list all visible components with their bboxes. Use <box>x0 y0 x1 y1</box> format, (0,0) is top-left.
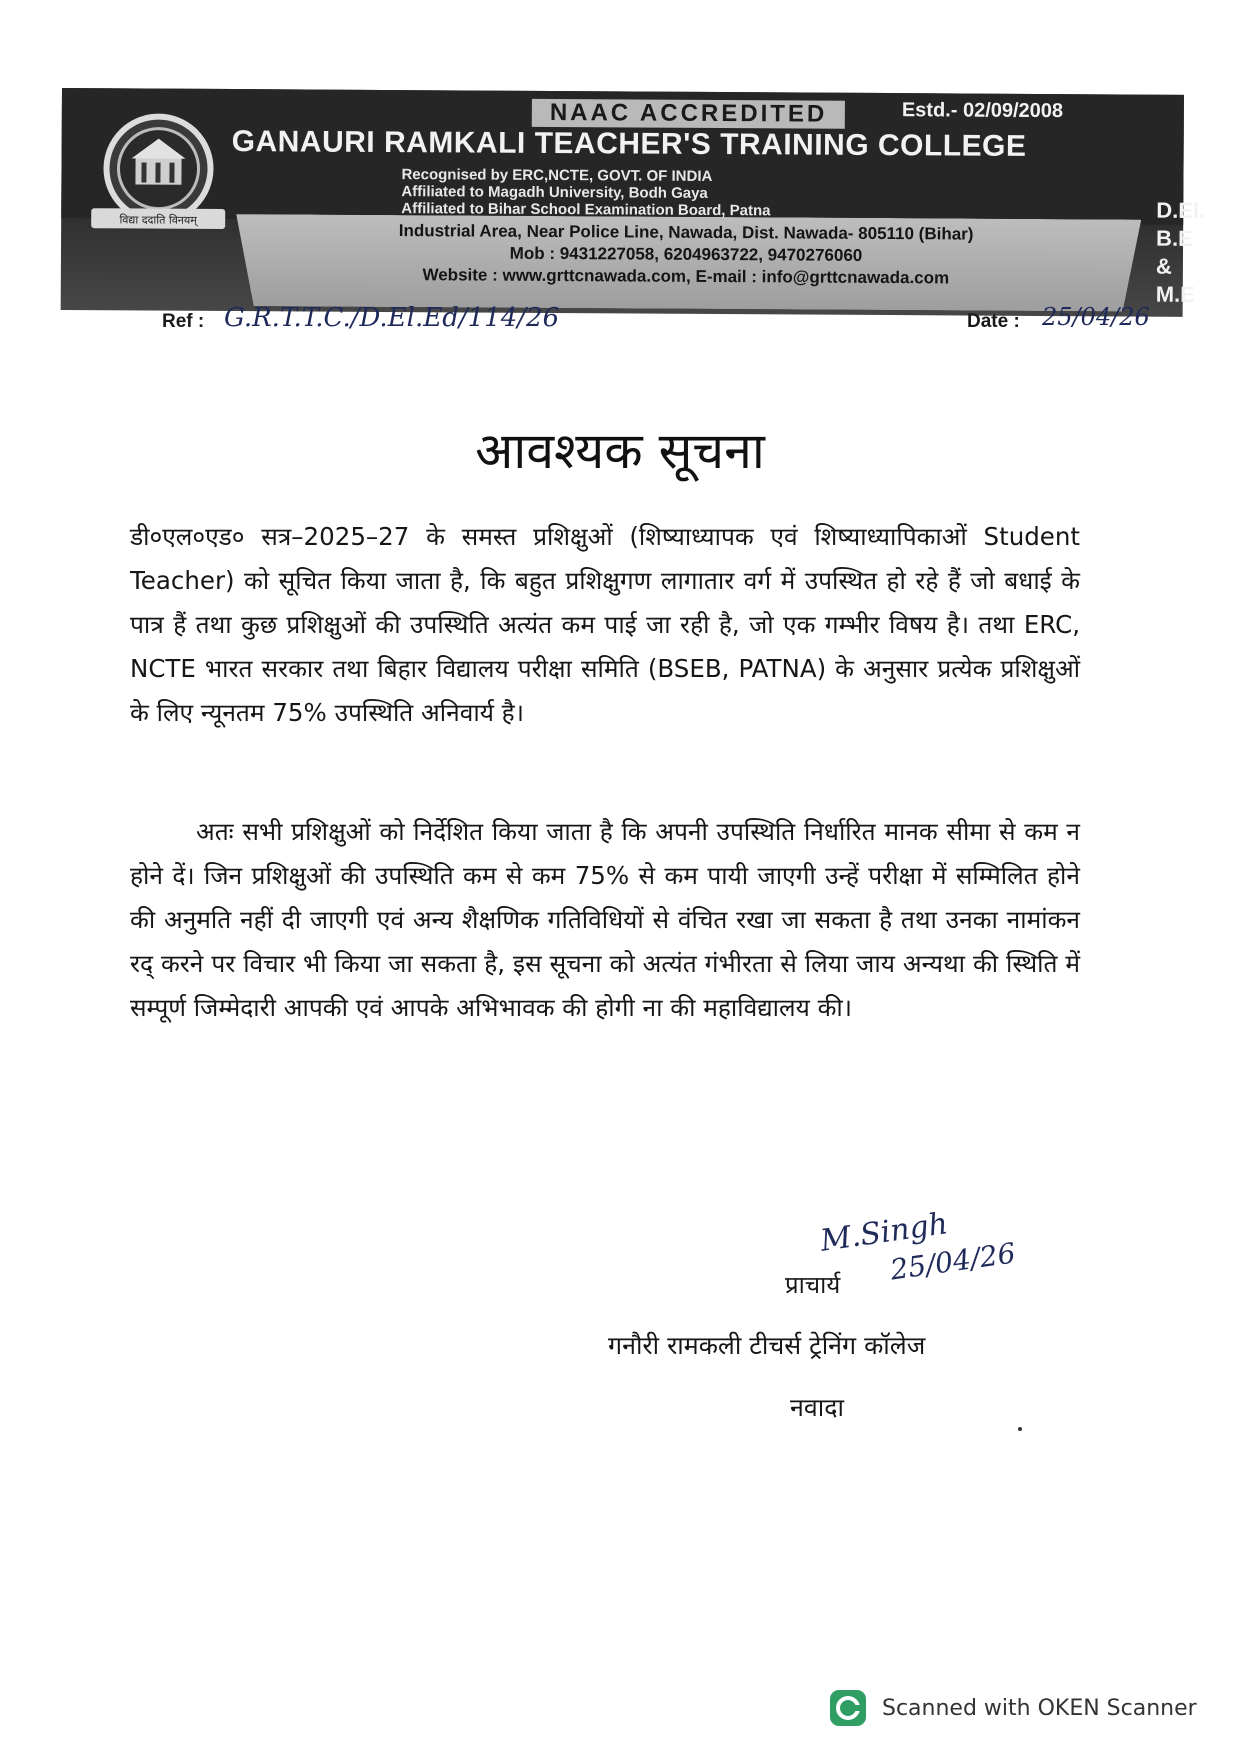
scanner-text: Scanned with OKEN Scanner <box>882 1695 1197 1721</box>
signature-name: M.Singh <box>818 1206 951 1259</box>
ref-number: G.R.T.T.C./D.El.Ed/114/26 <box>224 303 560 333</box>
date-value: 25/04/26 <box>1042 303 1150 331</box>
course-item: D.El. <box>1156 197 1206 223</box>
website-line: Website : www.grttcnawada.com, E-mail : info@grttcnawada.com <box>422 265 950 288</box>
naac-accreditation: NAAC ACCREDITED <box>532 99 846 129</box>
reference-row <box>162 305 1162 345</box>
notice-paragraph-2: अतः सभी प्रशिक्षुओं को निर्देशित किया जाता है कि अपनी उपस्थिति निर्धारित मानक सीमा से कम न होने दें। जिन प्रशिक्षुओं की उपस्थिति कम से कम 75% से कम पायी जाएगी उन्हें परीक्षा में सम्मिलित होने की अनुमति नहीं दी जाएगी एवं अन्य शैक्षणिक गतिविधियों से वंचित रखा जा सकता है तथा उनका नामांकन रद् करने पर विचार भी किया जा सकता है, इस सूचना को अत्यंत गंभीरता से लिया जाय अन्यथा की स्थिति में सम्पूर्ण जिम्मेदारी आपकी एवं आपके अभिभावक की होगी ना की महाविद्यालय की। <box>130 817 1080 1022</box>
contact-block <box>246 219 1126 290</box>
notice-paragraph-1: डी०एल०एड० सत्र–2025–27 के समस्त प्रशिक्षुओं (शिष्याध्यापक एवं शिष्याध्यापिकाओं Student Teacher) को सूचित किया जाता है, कि बहुत प्रशिक्षुगण लागातार वर्ग में उपस्थित हो रहे हैं जो बधाई के पात्र हैं तथा कुछ प्रशिक्षुओं की उपस्थिति अत्यंत कम पाई जा रही है, जो एक गम्भीर विषय है। तथा ERC, NCTE भारत सरकार तथा बिहार विद्यालय परीक्षा समिति (BSEB, PATNA) के अनुसार प्रत्येक प्रशिक्षुओं के लिए न्यूनतम 75% उपस्थिति अनिवार्य है। <box>130 522 1080 727</box>
course-item: B.E <box>1156 225 1193 251</box>
college-logo <box>83 100 234 251</box>
affiliation-block <box>401 166 771 219</box>
affiliation-board: Affiliated to Bihar School Examination Board, Patna <box>401 200 771 220</box>
mobile-line: Mob : 9431227058, 6204963722, 9470276060 <box>509 243 863 265</box>
recognition-line: Recognised by ERC,NCTE, GOVT. OF INDIA <box>401 166 713 185</box>
date-label: Date : <box>967 311 1020 332</box>
scanner-watermark <box>828 1688 1197 1728</box>
letterhead <box>61 88 1206 317</box>
college-name-hindi: गनौरी रामकली टीचर्स ट्रेनिंग कॉलेज <box>608 1331 926 1360</box>
affiliation-university: Affiliated to Magadh University, Bodh Gaya <box>401 183 708 202</box>
signature-date: 25/04/26 <box>888 1236 1018 1287</box>
established-date: Estd.- 02/09/2008 <box>901 99 1064 123</box>
scanner-logo-icon <box>828 1688 868 1728</box>
address-line: Industrial Area, Near Police Line, Nawada, Dist. Nawada- 805110 (Bihar) <box>398 221 974 244</box>
college-name: GANAURI RAMKALI TEACHER'S TRAINING COLLEGE <box>231 125 1027 163</box>
designation: प्राचार्य <box>785 1271 841 1299</box>
course-item: & <box>1155 253 1172 279</box>
courses-list <box>1156 197 1206 309</box>
city-name-hindi: नवादा <box>790 1393 845 1422</box>
ref-label: Ref : <box>162 311 205 332</box>
logo-motto: विद्या ददाति विनयम् <box>119 213 197 227</box>
course-item: M.E <box>1155 281 1195 307</box>
ink-dot <box>1018 1427 1022 1431</box>
notice-title: आवश्यक सूचना <box>475 422 765 480</box>
